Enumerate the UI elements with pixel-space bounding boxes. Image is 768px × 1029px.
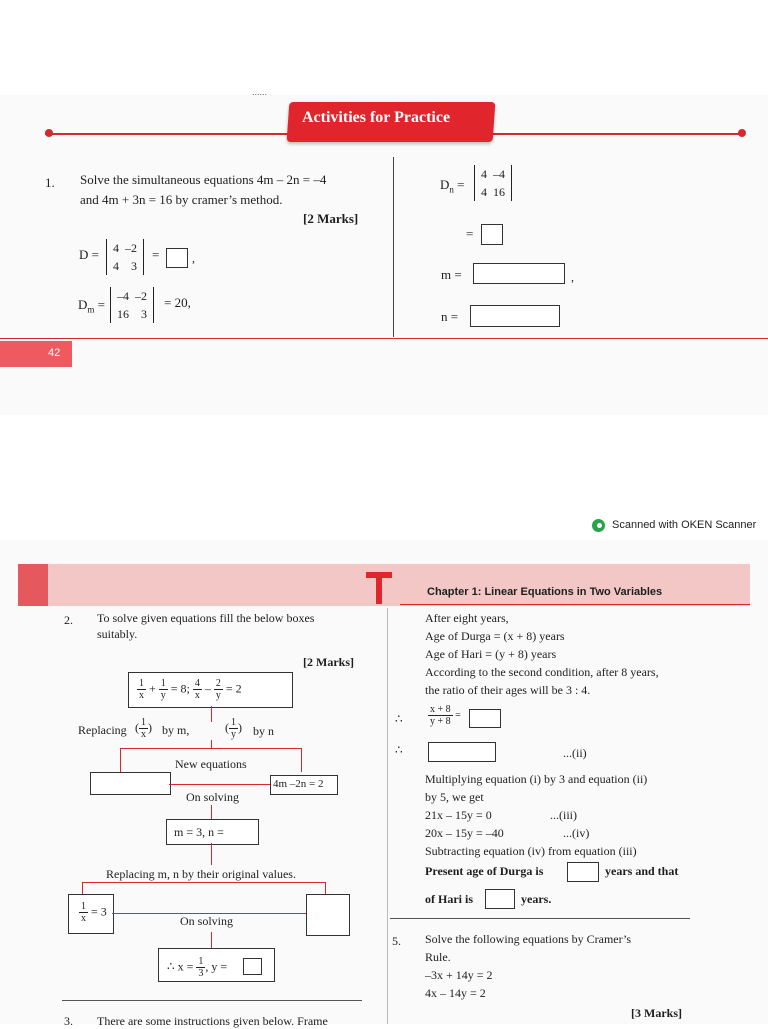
dm-a22: 3	[141, 307, 147, 321]
right-l2: Age of Durga = (x + 8) years	[425, 629, 565, 643]
q2-marks: [2 Marks]	[303, 655, 354, 669]
right-l3: Age of Hari = (y + 8) years	[425, 647, 557, 661]
dn-equals: =	[466, 226, 474, 241]
q5-line2: Rule.	[425, 950, 451, 964]
scanner-logo-dot	[597, 523, 602, 528]
arrow-4	[211, 843, 212, 865]
right-rule	[390, 918, 690, 919]
branch-right-2	[325, 882, 326, 894]
q2-line2: suitably.	[97, 627, 138, 641]
header-band-right	[393, 564, 750, 606]
by-n-label: by n	[253, 724, 274, 738]
replacing-original-label: Replacing m, n by their original values.	[106, 867, 296, 881]
new-equation-left-box[interactable]	[90, 772, 171, 795]
d-a22: 3	[131, 259, 137, 273]
q5-line1: Solve the following equations by Cramer’s	[425, 932, 632, 946]
therefore-1: ∴	[395, 712, 403, 726]
by-m-label: by m,	[162, 723, 190, 737]
final-answer: ∴ x = $\frac{1}{3}$ , y =	[167, 956, 228, 979]
m-comma: ,	[571, 270, 574, 284]
d-label: D =	[79, 247, 99, 262]
q5-line3: –3x + 14y = 2	[425, 968, 493, 982]
q3-number: 3.	[64, 1014, 73, 1028]
on-solving-label: On solving	[186, 790, 240, 804]
given-equations: $\frac{1}{x}$ + $\frac{1}{y}$ = 8; $\frac{4}{x}$ – $\frac{2}{y}$ = 2	[139, 678, 242, 701]
q5-line4: 4x – 14y = 2	[425, 986, 486, 1000]
n-answer-box[interactable]	[470, 305, 560, 327]
page-number: 42	[48, 347, 61, 359]
d-a21: 4	[113, 259, 119, 273]
q5-marks: [3 Marks]	[631, 1006, 682, 1020]
column-divider	[393, 157, 394, 337]
top-page	[0, 87, 768, 415]
branch-right	[301, 748, 302, 772]
m-answer-box[interactable]	[473, 263, 565, 284]
binder-clip-stem	[376, 576, 382, 604]
hari-age-suffix: years.	[521, 892, 552, 906]
dm-a11: –4	[117, 289, 129, 303]
right-l9: 20x – 15y = –40	[425, 826, 504, 840]
dm-result: = 20,	[164, 295, 191, 310]
header-band-left	[18, 564, 393, 606]
one-over-y-box[interactable]	[306, 894, 350, 936]
arrow-5	[211, 932, 212, 948]
one-over-x: ( $\frac{1}{x}$ )	[135, 717, 152, 740]
dm-determinant	[110, 287, 154, 323]
header-fragment: ......	[252, 87, 268, 97]
dm-a12: –2	[135, 289, 147, 303]
d-equals: =	[152, 247, 160, 262]
right-l5: the ratio of their ages will be 3 : 4.	[425, 683, 591, 697]
arrow-3	[211, 805, 212, 819]
right-l8-tag: ...(iii)	[550, 808, 577, 822]
n-label: n =	[441, 309, 459, 324]
dm-label: $D_m$ =	[78, 297, 105, 315]
scanner-watermark: Scanned with OKEN Scanner	[612, 519, 757, 531]
dn-answer-box[interactable]	[481, 224, 503, 245]
dn-label: $D_n$ =	[440, 177, 465, 195]
y-answer-box[interactable]	[243, 958, 262, 975]
arrow-2	[211, 740, 212, 748]
equation-ii-tag: ...(ii)	[563, 746, 587, 760]
q1-number: 1.	[45, 175, 55, 190]
join-line	[169, 784, 270, 785]
q2-bottom-rule	[62, 1000, 362, 1001]
right-l10: Subtracting equation (iv) from equation (iii)	[425, 844, 637, 858]
page-number-tab	[0, 341, 72, 367]
chapter-title: Chapter 1: Linear Equations in Two Variables	[427, 586, 663, 598]
banner-title: Activities for Practice	[302, 109, 451, 126]
d-a12: –2	[125, 241, 137, 255]
arrow-1	[211, 706, 212, 722]
right-l7: by 5, we get	[425, 790, 484, 804]
given-equations-box	[128, 672, 293, 708]
q1-marks: [2 Marks]	[303, 211, 359, 226]
q5-number: 5.	[392, 934, 401, 948]
on-solving-label-2: On solving	[180, 914, 234, 928]
q2-number: 2.	[64, 613, 73, 627]
branch-line-2	[82, 882, 325, 883]
age-ratio-fraction: $\frac{x + 8}{y + 8}$ =	[430, 704, 461, 727]
d-a11: 4	[113, 241, 119, 255]
dn-a12: –4	[493, 167, 505, 181]
page-bottom-rule	[0, 338, 768, 339]
right-l9-tag: ...(iv)	[563, 826, 590, 840]
rule-dot-right	[738, 129, 746, 137]
branch-line	[120, 748, 301, 749]
one-over-x-box	[68, 894, 114, 934]
right-l4: According to the second condition, after 8 years,	[425, 665, 659, 679]
m-n-result: m = 3, n =	[174, 825, 224, 839]
right-l8: 21x – 15y = 0	[425, 808, 492, 822]
header-band-edge	[18, 564, 48, 606]
ratio-answer-box[interactable]	[469, 709, 501, 728]
d-comma: ,	[192, 251, 195, 265]
branch-left	[120, 748, 121, 772]
q3-text: There are some instructions given below. Frame	[97, 1014, 328, 1028]
one-over-y: ( $\frac{1}{y}$ )	[225, 717, 242, 740]
d-determinant	[106, 239, 144, 275]
rule-dot-left	[45, 129, 53, 137]
right-l6: Multiplying equation (i) by 3 and equation (ii)	[425, 772, 648, 786]
q1-line1: Solve the simultaneous equations 4m – 2n = –4	[80, 172, 327, 187]
new-equations-label: New equations	[175, 757, 247, 771]
new-equation-right: 4m –2n = 2	[273, 778, 324, 790]
d-answer-box[interactable]	[166, 248, 188, 268]
dn-determinant	[474, 165, 512, 201]
dn-a11: 4	[481, 167, 487, 181]
one-over-x-equation: $\frac{1}{x}$ = 3	[81, 901, 107, 924]
dn-a22: 16	[493, 185, 505, 199]
durga-age-suffix: years and that	[605, 864, 679, 878]
branch-left-2	[82, 882, 83, 894]
dm-a21: 16	[117, 307, 129, 321]
chapter-rule	[400, 604, 750, 605]
bottom-page	[0, 540, 768, 1028]
hari-age-label: of Hari is	[425, 892, 473, 906]
right-l1: After eight years,	[425, 611, 509, 625]
hari-age-box[interactable]	[485, 889, 515, 909]
durga-age-label: Present age of Durga is	[425, 864, 544, 878]
q1-line2: and 4m + 3n = 16 by cramer’s method.	[80, 192, 283, 207]
equation-ii-box[interactable]	[428, 742, 496, 762]
replacing-label: Replacing	[78, 723, 127, 737]
durga-age-box[interactable]	[567, 862, 599, 882]
therefore-2: ∴	[395, 743, 403, 757]
dn-a21: 4	[481, 185, 487, 199]
column-divider-2	[387, 608, 388, 1024]
m-label: m =	[441, 267, 462, 282]
q2-line1: To solve given equations fill the below boxes	[97, 611, 315, 625]
